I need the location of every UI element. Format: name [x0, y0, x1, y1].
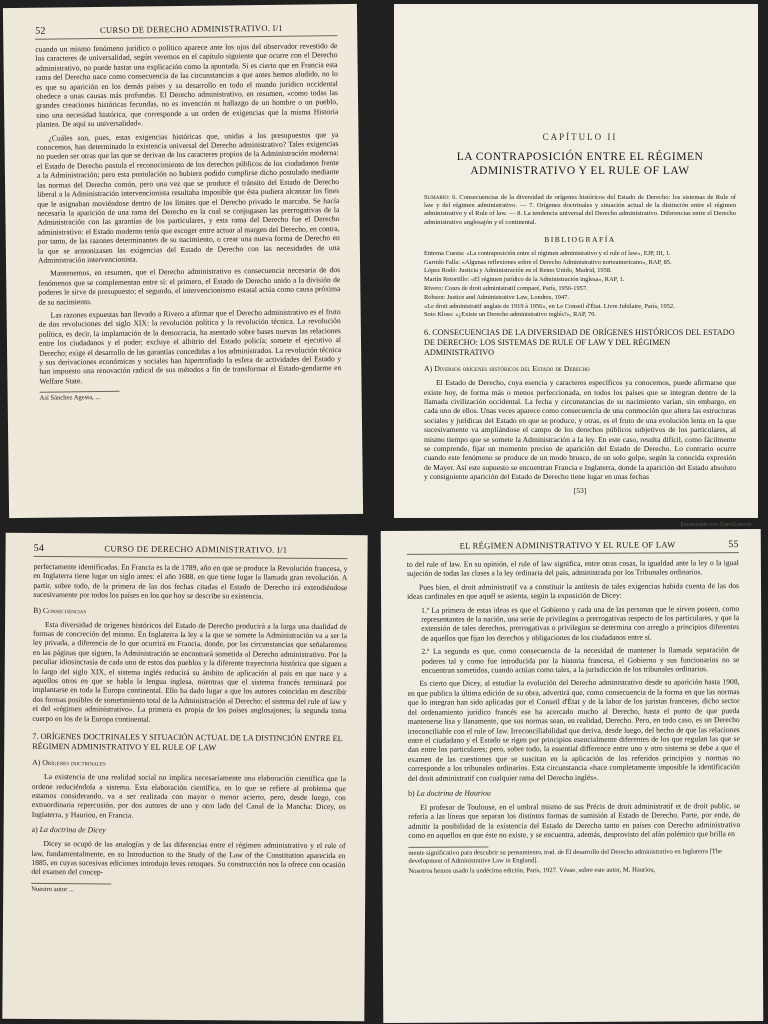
subsection-7a-title	[32, 758, 346, 769]
body-paragraph: Esta diversidad de orígenes históricos del Estado de Derecho producirá a la larga una dualidad de formas de concreción del mismo. En Inglaterra la ley a la que se somete la Administración va a ser la ley privada, a diferencia de lo que ocurrirá en Francia, donde, por las circunstancias que señalaremos en las páginas que siguen, la Administración se encontrará sometida al Derecho administrativo. Por la peculiar idiosincrasia de cada uno de estos dos pueblos y la diferente trayectoria histórica que siguen a lo largo del siglo XIX, el sistema inglés reducirá su ámbito de aplicación al país en que nace y a aquellos otros en que se habla la lengua inglesa, mientras que el sistema francés terminará por implantarse en toda la Europa continental. Ello ha dado lugar a que los autores coincidan en describir dos formas posibles de sometimiento total de la Administración al Derecho: el sistema del rule of law y el del «régimen administrativo». La primera es propia de los países anglosajones; la segunda toma cuerpo en los de la Europa continental.	[32, 619, 348, 724]
body-paragraph: La existencia de una realidad social no implica necesariamente una elaboración científica que la ordene reduciéndola a sistema. Esta elaboración científica, en lo que se refiere al problema que estamos considerando, va a ser realizada con mayor o menor acierto, pero, desde luego, con extraordinaria repercusión, por dos autores de uno y otro lado del Canal de la Mancha: Dicey, en Inglaterra, y Hauriou, en Francia.	[31, 772, 347, 820]
subsection-text: Diversos orígenes históricos del Estado de Derecho	[434, 364, 590, 374]
chapter-label: CAPÍTULO II	[542, 132, 618, 142]
sumario-label: Sumario:	[424, 194, 450, 201]
list-item: 2.º La segunda es que, como consecuencia de la necesidad de mantener la llamada separación de poderes tal y como fue introducida por la historia francesa, el Gobierno y sus funcionarios no se encuentran sometidos, cuando actúan como tales, a la jurisdicción de los tribunales ordinarios.	[421, 645, 740, 675]
subsection-text: La doctrina de Hauriou	[416, 788, 491, 798]
page-54	[2, 533, 367, 1022]
body-paragraph: Es cierto que Dicey, al estudiar la evolución del Derecho administrativo desde su aparición hasta 1908, en que publica la última edición de su obra, advertirá que, como consecuencia de la forma en que las normas que lo integran han sido aplicadas por el Conseil d'État y de la labor de los juristas franceses, dicho sector del ordenamiento jurídico francés ese ha acercado mucho al Derecho, hasta el punto de que pueda mantenerse lisa y llanamente, que sus normas sean, en realidad, Derecho. Pero, en todo caso, es un Derecho irreconciliable con el rule of law. Irreconciliabilidad que deriva, desde luego, del hecho de que las relaciones entre el ciudadano y el Estado se rigen por principios esencialmente diferentes de los que regulan las que se dan entre los particulares; pero, sobre todo, la essential difference entre uno y otro sistema se debe a que el examen de las cuestiones que se suscitan en la aplicación de los referidos principios y normas no corresponde a los tribunales ordinarios. Esta circunstancia «hace completamente imposible la identificación del droit administratif con cualquier rama del Derecho inglés».	[407, 677, 740, 783]
running-title: CURSO DE DERECHO ADMINISTRATIVO. I/1	[104, 543, 288, 555]
section-6-title: 6. CONSECUENCIAS DE LA DIVERSIDAD DE ORÍGENES HISTÓRICOS DEL ESTADO DE DERECHO: LOS SISTEMAS DE RULE OF LAW Y DEL RÉGIMEN ADMINISTRATIVO	[424, 328, 735, 358]
bibliography-entry: Robson: Justice and Administrative Law, Londres, 1947.	[424, 293, 569, 301]
sumario	[424, 194, 736, 227]
sumario-text: 6. Consecuencias de la diversidad de orígenes históricos del Estado de Derecho: los sistemas de Rule of law y del régimen administrativo. — 7. Orígenes doctrinales y situación actual de la distinción entre el régimen administrativo y el Rule of law. — 8. La tendencia universal del Derecho administrativo. Diferencias entre el Derecho administrativo anglosajón y el continental.	[424, 194, 736, 226]
body-paragraph: to del rule of law. En su opinión, el rule of law significa, entre otras cosas, la igualdad ante la ley o la igual sujeción de todas las clases a la ley ordinaria del país, administrada por los Tribunales ordinarios.	[406, 558, 739, 579]
footnote-rule	[408, 846, 488, 847]
footnote: Así Sánchez Agesta, ...	[39, 394, 101, 402]
bibliography-entry: Rivero: Cours de droit administratif comparé, París, 1956-1957.	[424, 285, 588, 292]
bibliography-entry: Martín Retortillo: «El régimen jurídico de la Administración inglesa», RAP, 1.	[424, 276, 625, 284]
page-number: [53]	[573, 485, 587, 495]
subsection-letter: a)	[31, 825, 38, 835]
footnote: Nuestro autor ...	[31, 885, 74, 893]
bibliography-entry: López Rodó: Justicia y Administración en el Reino Unido, Madrid, 1958.	[424, 267, 612, 275]
page-number: 55	[728, 539, 739, 551]
subsection-text: Consecuencias	[42, 605, 87, 615]
chapter-title: LA CONTRAPOSICIÓN ENTRE EL RÉGIMEN ADMINISTRATIVO Y EL RULE OF LAW	[456, 151, 704, 177]
body-paragraph: cuando un mismo fenómeno jurídico o político aparece ante los ojos del observador revestido de los caracteres de universalidad, según veremos en el capítulo siguiente que ocurre con el Derecho administrativo, no puede bastar una explicación como la apuntada. Si es cierto que en Francia esta rama del Derecho nace como consecuencia de las circunstancias a que antes hemos aludido, no lo es que su aparición en los demás países y su desarrollo en todo el mundo jurídico occidental obedece a unas causas más profundas. El Derecho administrativo, en resumen, «como todas las grandes creaciones históricas fecundas, no es invención ni hallazgo de un hombre o un pueblo, sino una necesidad histórica, que corresponde a un orden de exigencias que la misma Historia plantea. De aquí su universalidad».	[35, 41, 339, 130]
body-paragraph: Pues bien, el droit administratif va a constituir la antítesis de tales exigencias habida cuenta de las dos ideas cardinales en que aquél se asienta, según la exposición de Dicey:	[407, 580, 740, 602]
body-paragraph: El profesor de Toulouse, en el umbral mismo de sus Précis de droit administratif et de droit public, se refería a las líneas que separan los distintos formas de sumisión al Estado de Derecho. Parte, por ende, de admitir la posibilidad de la existencia del Estado de Derecho tanto en países con Derecho administrativo como en aquellos en que éste no existe, y se encuentra, además, desprovisto del afán polémico que brilla en	[408, 801, 741, 841]
subsection-letter: A)	[32, 758, 41, 768]
footnote: mente significativo para descubrir su pensamiento, trad. de El desarrollo del Derecho administrativo en Inglaterra [The development of Administrative Law in England].	[408, 847, 723, 865]
body-paragraph: perfectamente identificadas. En Francia es la de 1789, año en que se produce la Revolución francesa, y en Inglaterra tiene lugar un siglo antes: el año 1688, en que tiene lugar la llamada gran revolución. A partir, sobre todo, de la primera de las dos fechas citadas el Estado de Derecho irá extendiéndose sucesivamente por todos los países en los que hoy se describe su existencia.	[33, 561, 348, 601]
subsection-text: Orígenes doctrinales	[42, 758, 106, 768]
body-paragraph: Las razones expuestas han llevado a Rivero a afirmar que el Derecho administrativo es el fruto de dos revoluciones del siglo XIX: la revolución política y la revolución técnica. La revolución política, es decir, la implantación de la democracia, ha asentado sobre bases nuevas las relaciones entre los ciudadanos y el poder; excluye el albitrio del Estado policía; somete el ejecutivo al Derecho; exige el desarrollo de las garantías concedidas a los administrados. La revolución técnica y sus derivaciones económicas y sociales han hipertrofiado la esfera de actividades del Estado y han impuesto una renovación radical de sus métodos a fin de transformar el Estado-gendarme en Welfare State.	[38, 307, 342, 386]
scanner-watermark: Escaneado con CamScanner	[680, 522, 752, 528]
page-number: 54	[33, 542, 45, 555]
footnote-rule	[31, 883, 111, 885]
running-header	[407, 539, 739, 555]
page-52	[3, 4, 363, 518]
running-header	[34, 543, 348, 559]
footnote: Nosotros hemos usado la undécima edición, París, 1927. Véase, sobre este autor, M. Hauriou,	[408, 866, 656, 875]
footnote-rule	[40, 391, 120, 393]
bibliography-entry: Soto Kloss: «¿Existe un Derecho administrativo inglés?», RAP, 70.	[424, 311, 596, 319]
running-title: EL RÉGIMEN ADMINISTRATIVO Y EL RULE OF LAW	[459, 539, 676, 551]
body-paragraph: ¿Cuáles son, pues, estas exigencias históricas que, unidas a los presupuestos que ya conocemos, han determinado la existencia universal del Derecho administrativo? Tales exigencias no pueden ser otras que las que se derivan de los caracteres propios de la Administración moderna: el Estado de Derecho postula el reconocimiento de los derechos públicos de los ciudadanos frente a la Administración; pero esta postulación no hubiera podido cumplirse dicho postulado mediante las normas del Derecho común, pero una vez que se produce el tránsito del Estado de Derecho liberal a la Administración intervencionista resultaba imposible que ésta pudiera alcanzar los fines que le asignaban moviéndose dentro de los límites que el Derecho privado le marcaba. Se hacía necesaria la aparición de una rama del Derecho en la cual se conjugasen las prerrogativas de la Administración con las garantías de los particulares, y esta rama del Derecho fue el Derecho administrativo: el Estado moderno tenía que escoger entre actuar al margen del Derecho, en contra, por tanto, de las razones determinantes de su nacimiento, o crear una nueva forma de Derecho en la que se armonizasen las exigencias del Estado de Derecho con las necesidades de una Administración intervencionista.	[36, 129, 340, 265]
subsection-dicey-title	[32, 825, 346, 836]
page-55	[381, 529, 764, 1023]
bibliography-entry: Garrido Falla: «Algunas reflexiones sobre el Derecho Administrativo norteamericano», RAP, 85.	[424, 258, 672, 266]
bibliography-entry: Entrena Cuesta: «La contraposición entre el régimen administrativo y el rule of law», EJP, III, 1.	[424, 249, 671, 257]
subsection-letter: B)	[33, 605, 41, 615]
subsection-letter: b)	[408, 788, 415, 798]
bibliography-entry: «Le droit administratif anglais de 1919 à 1956», en Le Conseil d'État. Livre Jubilaire, París, 1952.	[424, 302, 675, 310]
page-number: 52	[35, 25, 46, 37]
subsection-text: La doctrina de Dicey	[39, 825, 106, 835]
subsection-b-title	[33, 606, 347, 617]
body-paragraph: El Estado de Derecho, cuya esencia y caracteres específicos ya conocemos, puede afirmarse que existe hoy, de forma más o menos perfeccionada, en todos los países que se integran dentro de la llamada civilización occidental. La fecha y circunstancias de su nacimiento varían, sin embargo, en cada uno de ellos. Unas veces aparece como consecuencia de una conmoción que altera las estructuras sociales y jurídicas del Estado en que se produce, y otras, es el fruto de una evolución lenta en la que sucesivamente va ampliándose el campo de los derechos públicos subjetivos de los particulares, al mismo tiempo que se somete la Administración a la ley. En este caso, resulta difícil, como fácilmente se comprende, fijar un momento preciso de aparición del Estado de Derecho. Lo contrario ocurre cuando este fenómeno se produce de un modo brusco, de un solo golpe, según la conocida expresión de Mayer. Así este supuesto se encuentran Francia e Inglaterra, donde la aparición del Estado absoluto y consiguiente aparición del Estado de Derecho tiene lugar en unas fechas	[424, 378, 736, 482]
page-53	[394, 4, 758, 528]
bibliografia-list	[424, 250, 736, 319]
bibliografia-title: BIBLIOGRAFÍA	[544, 234, 616, 244]
section-7-title: 7. ORÍGENES DOCTRINALES Y SITUACIÓN ACTUAL DE LA DISTINCIÓN ENTRE EL RÉGIMEN ADMINISTRATIVO Y EL RULE OF LAW	[32, 732, 343, 753]
subsection-a-title	[424, 364, 736, 373]
running-header	[35, 22, 337, 40]
list-item: 1.º La primera de estas ideas es que el Gobierno y cada una de las personas que le sirven poseen, como representantes de la nación, una serie de privilegios o prerrogativas respecto de los particulares, y que la extensión de tales derechos, prerrogativas o privilegios se determina con arreglo a principios diferentes de aquellos que fijan los derechos y obligaciones de los ciudadanos entre sí.	[421, 603, 740, 643]
running-title: CURSO DE DERECHO ADMINISTRATIVO. I/1	[99, 22, 283, 35]
body-paragraph: Dicey se ocupó de las analogías y de las diferencias entre el régimen administrativo y el rule of law, fundamentalmente, en su Introduction to the Study of the Law of the Constitution aparecida en 1885, en cuyas sucesivas ediciones introdujo leves retoques. Su construcción nos la ofrece con ocasión del examen del concep-	[31, 839, 346, 877]
subsection-hauriou-title	[408, 787, 740, 798]
body-paragraph: Mantenemos, en resumen, que el Derecho administrativo es consecuencia necesaria de dos fenómenos que se complementan entre sí: el primero, el Estado de Derecho unido a la división de poderes le sirve de presupuesto; el segundo, el intervencionismo estatal actúa como causa próxima de su nacimiento.	[38, 265, 341, 307]
subsection-letter: A)	[424, 364, 433, 374]
